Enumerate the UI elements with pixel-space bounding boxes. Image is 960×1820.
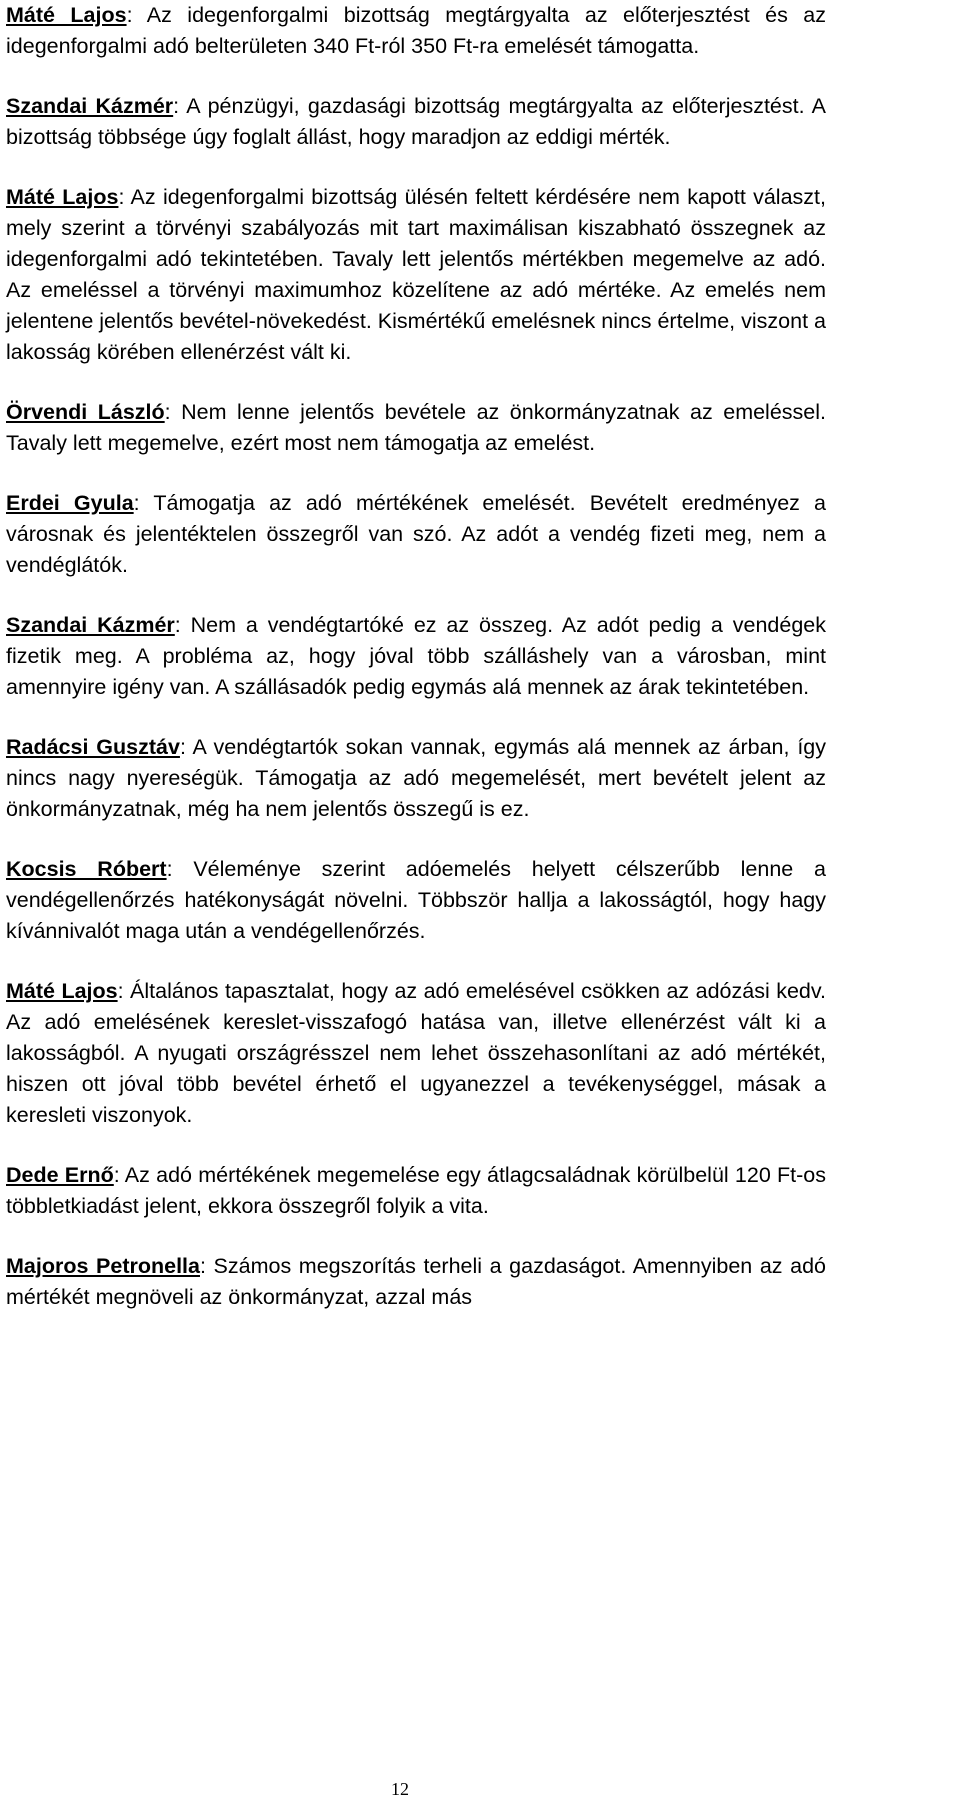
paragraph-11 bbox=[6, 1251, 826, 1313]
paragraph-3 bbox=[6, 182, 826, 368]
speaker-name: Majoros Petronella bbox=[6, 1254, 200, 1278]
speaker-name: Máté Lajos bbox=[6, 979, 118, 1003]
paragraph-7 bbox=[6, 732, 826, 825]
paragraph-text: : A pénzügyi, gazdasági bizottság megtárgyalta az előterjesztést. A bizottság többsége úgy foglalt állást, hogy maradjon az eddigi mérték. bbox=[6, 94, 826, 149]
paragraph-text: : Nem lenne jelentős bevétele az önkormányzatnak az emeléssel. Tavaly lett megemelve, ezért most nem támogatja az emelést. bbox=[6, 400, 826, 455]
paragraph-2 bbox=[6, 91, 826, 153]
paragraph-text: : Számos megszorítás terheli a gazdaságot. Amennyiben az adó mértékét megnöveli az önkormányzat, azzal más bbox=[6, 1254, 826, 1309]
paragraph-6 bbox=[6, 610, 826, 703]
paragraph-text: : Általános tapasztalat, hogy az adó emelésével csökken az adózási kedv. Az adó emelésének kereslet-visszafogó hatása van, illetve ellenérzést vált ki a lakosságból. A nyugati országrésszel nem lehet összehasonlítani az adó mértékét, hiszen ott jóval több bevétel érhető el ugyanezzel a tevékenységgel, másak a keresleti viszonyok. bbox=[6, 979, 826, 1127]
speaker-name: Szandai Kázmér bbox=[6, 613, 175, 637]
page-number: 12 bbox=[391, 1779, 409, 1799]
speaker-name: Erdei Gyula bbox=[6, 491, 134, 515]
speaker-name: Dede Ernő bbox=[6, 1163, 114, 1187]
paragraph-4 bbox=[6, 397, 826, 459]
paragraph-text: : Véleménye szerint adóemelés helyett célszerűbb lenne a vendégellenőrzés hatékonyságát növelni. Többször hallja a lakosságtól, hogy hagy kívánnivalót maga után a vendégellenőrzés. bbox=[6, 857, 826, 943]
paragraph-text: : A vendégtartók sokan vannak, egymás alá mennek az árban, így nincs nagy nyereségük. Támogatja az adó megemelését, mert bevételt jelent az önkormányzatnak, még ha nem jelentős összegű is ez. bbox=[6, 735, 826, 821]
speaker-name: Máté Lajos bbox=[6, 185, 119, 209]
paragraph-10 bbox=[6, 1160, 826, 1222]
paragraph-1 bbox=[6, 0, 826, 62]
paragraph-text: : Nem a vendégtartóké ez az összeg. Az adót pedig a vendégek fizetik meg. A probléma az, hogy jóval több szálláshely van a városban, mint amennyire igény van. A szállásadók pedig egymás alá mennek az árak tekintetében. bbox=[6, 613, 826, 699]
document-page bbox=[6, 0, 826, 1342]
paragraph-text: : Az adó mértékének megemelése egy átlagcsaládnak körülbelül 120 Ft-os többletkiadást jelent, ekkora összegről folyik a vita. bbox=[6, 1163, 826, 1218]
speaker-name: Radácsi Gusztáv bbox=[6, 735, 180, 759]
speaker-name: Kocsis Róbert bbox=[6, 857, 167, 881]
paragraph-8 bbox=[6, 854, 826, 947]
paragraph-5 bbox=[6, 488, 826, 581]
speaker-name: Örvendi László bbox=[6, 400, 165, 424]
speaker-name: Máté Lajos bbox=[6, 3, 127, 27]
speaker-name: Szandai Kázmér bbox=[6, 94, 174, 118]
paragraph-9 bbox=[6, 976, 826, 1131]
paragraph-text: : Az idegenforgalmi bizottság megtárgyalta az előterjesztést és az idegenforgalmi adó belterületen 340 Ft-ról 350 Ft-ra emelését támogatta. bbox=[6, 3, 826, 58]
paragraph-text: : Támogatja az adó mértékének emelését. Bevételt eredményez a városnak és jelentéktelen összegről van szó. Az adót a vendég fizeti meg, nem a vendéglátók. bbox=[6, 491, 826, 577]
paragraph-text: : Az idegenforgalmi bizottság ülésén feltett kérdésére nem kapott választ, mely szerint a törvényi szabályozás mit tart maximálisan kiszabható összegnek az idegenforgalmi adó tekintetében. Tavaly lett jelentős mértékben megemelve az adó. Az emeléssel a törvényi maximumhoz közelítene az adó mértéke. Az emelés nem jelentene jelentős bevétel-növekedést. Kismértékű emelésnek nincs értelme, viszont a lakosság körében ellenérzést vált ki. bbox=[6, 185, 826, 364]
